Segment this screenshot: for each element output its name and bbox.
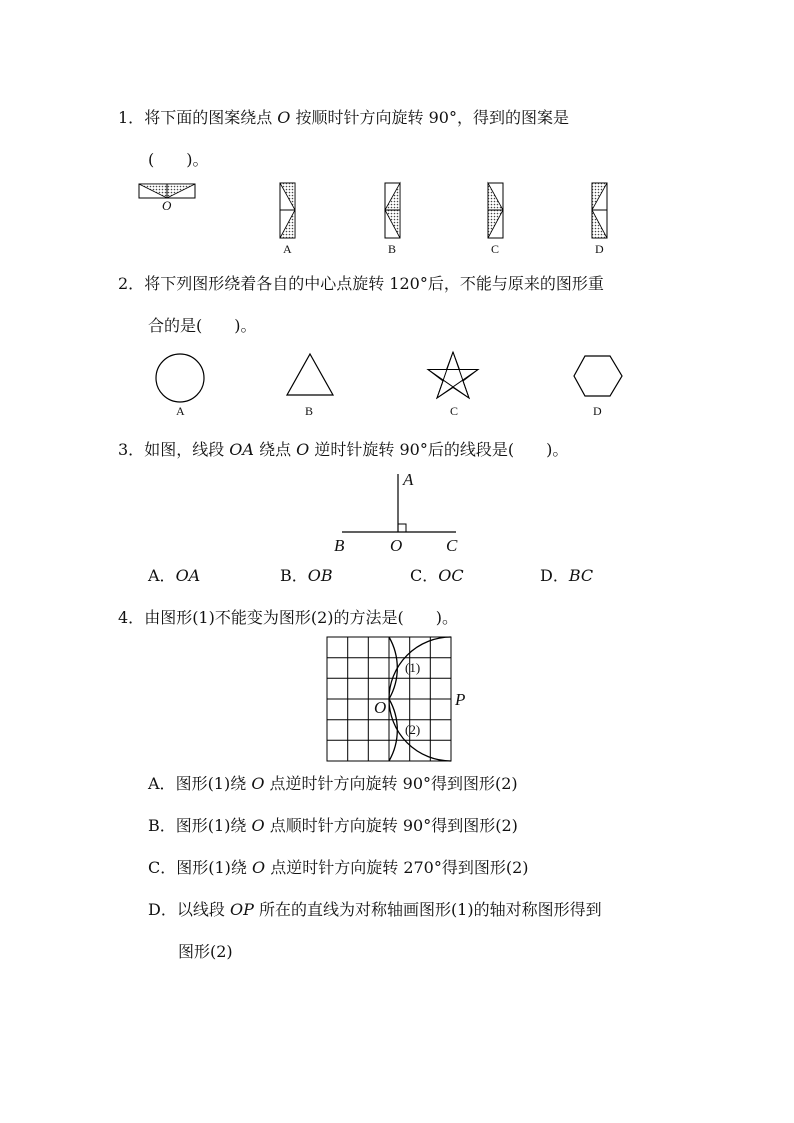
q1-option-a-figure[interactable]	[279, 182, 297, 240]
q3-choice-a-letter: A．	[148, 566, 176, 585]
q4-b-text1: 图形(1)绕	[175, 816, 247, 835]
q3-line1	[118, 440, 568, 460]
q2-line1	[118, 274, 604, 294]
q3-label-b: B	[334, 536, 345, 555]
q1-option-b-label: B	[388, 242, 397, 256]
q4-label-1-num: 1	[409, 660, 416, 675]
q1-option-d-label: D	[595, 242, 604, 256]
q2-hexagon[interactable]	[572, 354, 624, 400]
q4-a-text1: 图形(1)绕	[175, 774, 247, 793]
q3-choice-d-letter: D．	[540, 566, 569, 585]
q4-d-seg: OP	[229, 900, 254, 919]
q4-text: 由图形(1)不能变为图形(2)的方法是( )。	[144, 608, 459, 627]
q1-text-a: 将下面的图案绕点	[144, 108, 273, 127]
q2-option-d-label: D	[593, 404, 602, 418]
q3-choice-c[interactable]	[410, 566, 464, 586]
q3-choice-b[interactable]	[280, 566, 333, 586]
q4-choice-c[interactable]	[148, 858, 529, 878]
q1-point: O	[277, 108, 291, 127]
q3-choice-b-value: OB	[307, 566, 333, 585]
q1-number: 1．	[118, 108, 145, 127]
q4-c-letter: C．	[148, 858, 177, 877]
q3-choice-c-value: OC	[438, 566, 464, 585]
q4-label-1: (1)	[405, 660, 421, 675]
q2-number: 2．	[118, 274, 145, 293]
q4-a-letter: A．	[148, 774, 176, 793]
q3-point: O	[296, 440, 310, 459]
q4-choice-b[interactable]	[148, 816, 518, 836]
q3-text-b: 绕点	[259, 440, 292, 459]
q4-b-o: O	[251, 816, 265, 835]
q3-choice-d[interactable]	[540, 566, 593, 586]
q4-c-text1: 图形(1)绕	[176, 858, 247, 877]
q3-choice-b-letter: B．	[280, 566, 308, 585]
q4-choice-d-line2: 图形(2)	[178, 942, 233, 961]
q4-line1	[118, 608, 458, 628]
q2-star[interactable]	[426, 350, 480, 400]
q1-blank: ( )。	[148, 150, 209, 169]
q4-label-2: (2)	[405, 722, 421, 737]
q1-line1	[118, 108, 569, 128]
q3-label-c: C	[446, 536, 458, 555]
q1-option-c-figure[interactable]	[487, 182, 505, 240]
q3-choice-c-letter: C．	[410, 566, 439, 585]
q3-text-c: 逆时针旋转 90°后的线段是( )。	[314, 440, 569, 459]
q1-o-label: O	[162, 198, 172, 213]
q2-circle[interactable]	[154, 354, 206, 406]
q4-choice-a[interactable]	[148, 774, 518, 794]
q4-number: 4．	[118, 608, 145, 627]
q1-text-b: 按顺时针方向旋转 90°，得到的图案是	[295, 108, 569, 127]
q1-option-b-figure[interactable]	[384, 182, 402, 240]
q2-option-c-label: C	[450, 404, 459, 418]
q4-d-text2: 所在的直线为对称轴画图形(1)的轴对称图形得到	[258, 900, 602, 919]
q4-b-letter: B．	[148, 816, 176, 835]
q3-choice-a-value: OA	[175, 566, 201, 585]
q3-seg: OA	[229, 440, 254, 459]
q4-a-o: O	[251, 774, 265, 793]
q3-text-a: 如图，线段	[144, 440, 225, 459]
q4-label-p: P	[455, 690, 466, 709]
q4-a-text2: 点逆时针方向旋转 90°得到图形(2)	[269, 774, 518, 793]
q4-label-2-num: 2	[409, 722, 416, 737]
q3-choice-d-value: BC	[568, 566, 594, 585]
q4-d-text1: 以线段	[176, 900, 225, 919]
q1-option-d-figure[interactable]	[591, 182, 609, 240]
q2-line2: 合的是( )。	[148, 316, 257, 335]
q3-choice-a[interactable]	[148, 566, 200, 586]
q4-d-letter: D．	[148, 900, 177, 919]
q1-option-a-label: A	[283, 242, 292, 256]
q2-option-b-label: B	[305, 404, 314, 418]
q3-label-o: O	[390, 536, 403, 555]
q2-text-1: 将下列图形绕着各自的中心点旋转 120°后，不能与原来的图形重	[144, 274, 604, 293]
q4-grid-figure	[326, 636, 456, 764]
q2-triangle[interactable]	[285, 352, 337, 398]
q1-option-c-label: C	[491, 242, 500, 256]
q4-choice-d[interactable]	[148, 900, 602, 920]
q3-label-a: A	[403, 470, 414, 489]
q4-label-o: O	[374, 698, 387, 717]
q2-option-a-label: A	[176, 404, 185, 418]
q3-number: 3．	[118, 440, 145, 459]
q4-b-text2: 点顺时针方向旋转 90°得到图形(2)	[269, 816, 518, 835]
q4-c-o: O	[252, 858, 266, 877]
q4-c-text2: 点逆时针方向旋转 270°得到图形(2)	[270, 858, 529, 877]
